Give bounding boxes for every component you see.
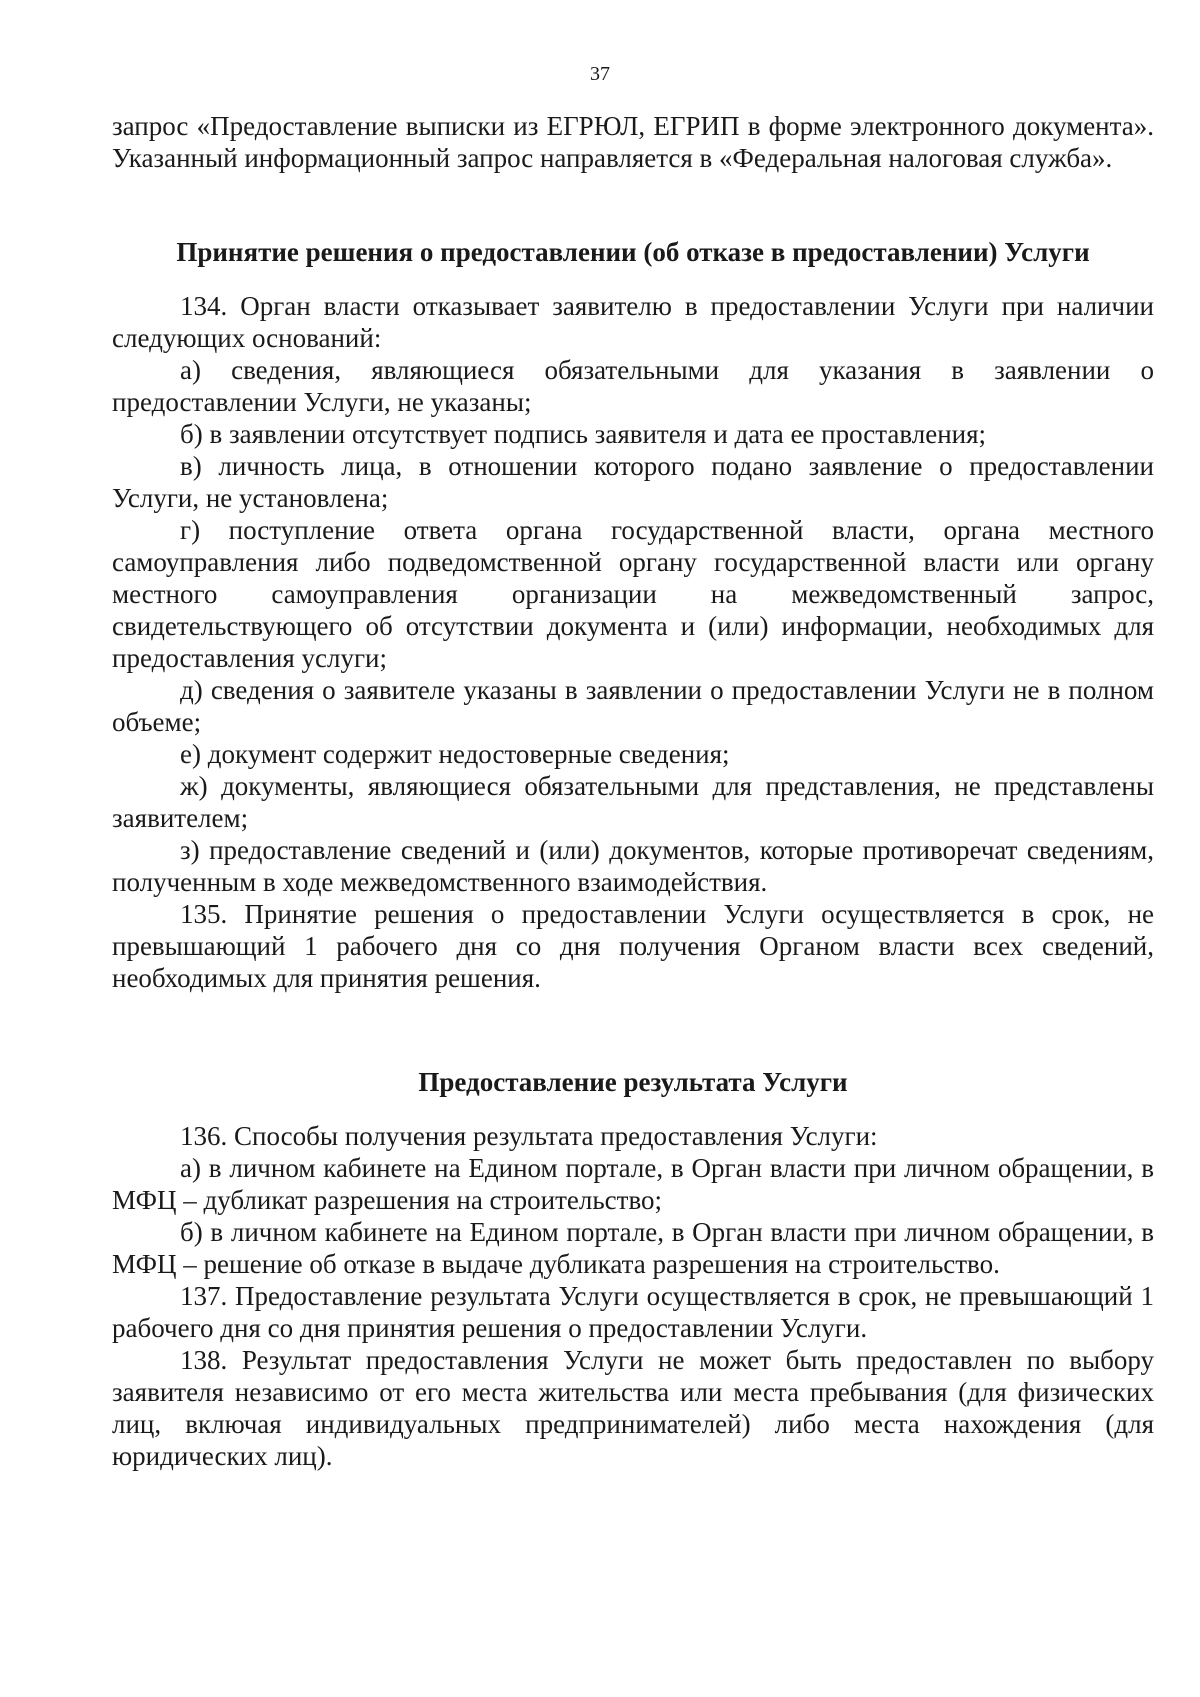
list-item-g: г) поступление ответа органа государственной власти, органа местного самоуправления либо подведомственной органу государственной власти или органу местного самоуправления организации на межведомственный запрос, свидетельствующего об отсутствии документа и (или) информации, необходимых для предоставления услуги;	[112, 515, 1154, 673]
list-item-e: е) документ содержит недостоверные сведения;	[180, 739, 730, 769]
section-heading-result: Предоставление результата Услуги	[418, 1067, 848, 1097]
list-item-v: в) личность лица, в отношении которого подано заявление о предоставлении Услуги, не установлена;	[112, 451, 1154, 513]
list-item-b: б) в личном кабинете на Едином портале, в Орган власти при личном обращении, в МФЦ – решение об отказе в выдаче дубликата разрешения на строительство.	[112, 1217, 1154, 1279]
paragraph-134: 134. Орган власти отказывает заявителю в предоставлении Услуги при наличии следующих оснований:	[112, 291, 1154, 353]
intro-paragraph: запрос «Предоставление выписки из ЕГРЮЛ, ЕГРИП в форме электронного документа». Указанный информационный запрос направляется в «Федеральная налоговая служба».	[112, 111, 1154, 173]
list-item-a: а) сведения, являющиеся обязательными для указания в заявлении о предоставлении Услуги, не указаны;	[112, 355, 1154, 417]
page-content	[112, 110, 1154, 1472]
paragraph-137: 137. Предоставление результата Услуги осуществляется в срок, не превышающий 1 рабочего дня со дня принятия решения о предоставлении Услуги.	[112, 1281, 1154, 1343]
page-number: 37	[590, 63, 610, 85]
list-item-b: б) в заявлении отсутствует подпись заявителя и дата ее проставления;	[180, 419, 987, 449]
paragraph-135: 135. Принятие решения о предоставлении Услуги осуществляется в срок, не превышающий 1 рабочего дня со дня получения Органом власти всех сведений, необходимых для принятия решения.	[112, 899, 1154, 993]
paragraph-136: 136. Способы получения результата предоставления Услуги:	[180, 1121, 878, 1151]
list-item-d: д) сведения о заявителе указаны в заявлении о предоставлении Услуги не в полном объеме;	[112, 675, 1154, 737]
list-item-a: а) в личном кабинете на Едином портале, в Орган власти при личном обращении, в МФЦ – дубликат разрешения на строительство;	[112, 1153, 1154, 1215]
paragraph-138: 138. Результат предоставления Услуги не может быть предоставлен по выбору заявителя независимо от его места жительства или места пребывания (для физических лиц, включая индивидуальных предпринимателей) либо места нахождения (для юридических лиц).	[112, 1345, 1154, 1471]
section-heading-decision: Принятие решения о предоставлении (об отказе в предоставлении) Услуги	[176, 237, 1090, 267]
list-item-zh: ж) документы, являющиеся обязательными для представления, не представлены заявителем;	[112, 771, 1154, 833]
list-item-z: з) предоставление сведений и (или) документов, которые противоречат сведениям, полученным в ходе межведомственного взаимодействия.	[112, 835, 1154, 897]
